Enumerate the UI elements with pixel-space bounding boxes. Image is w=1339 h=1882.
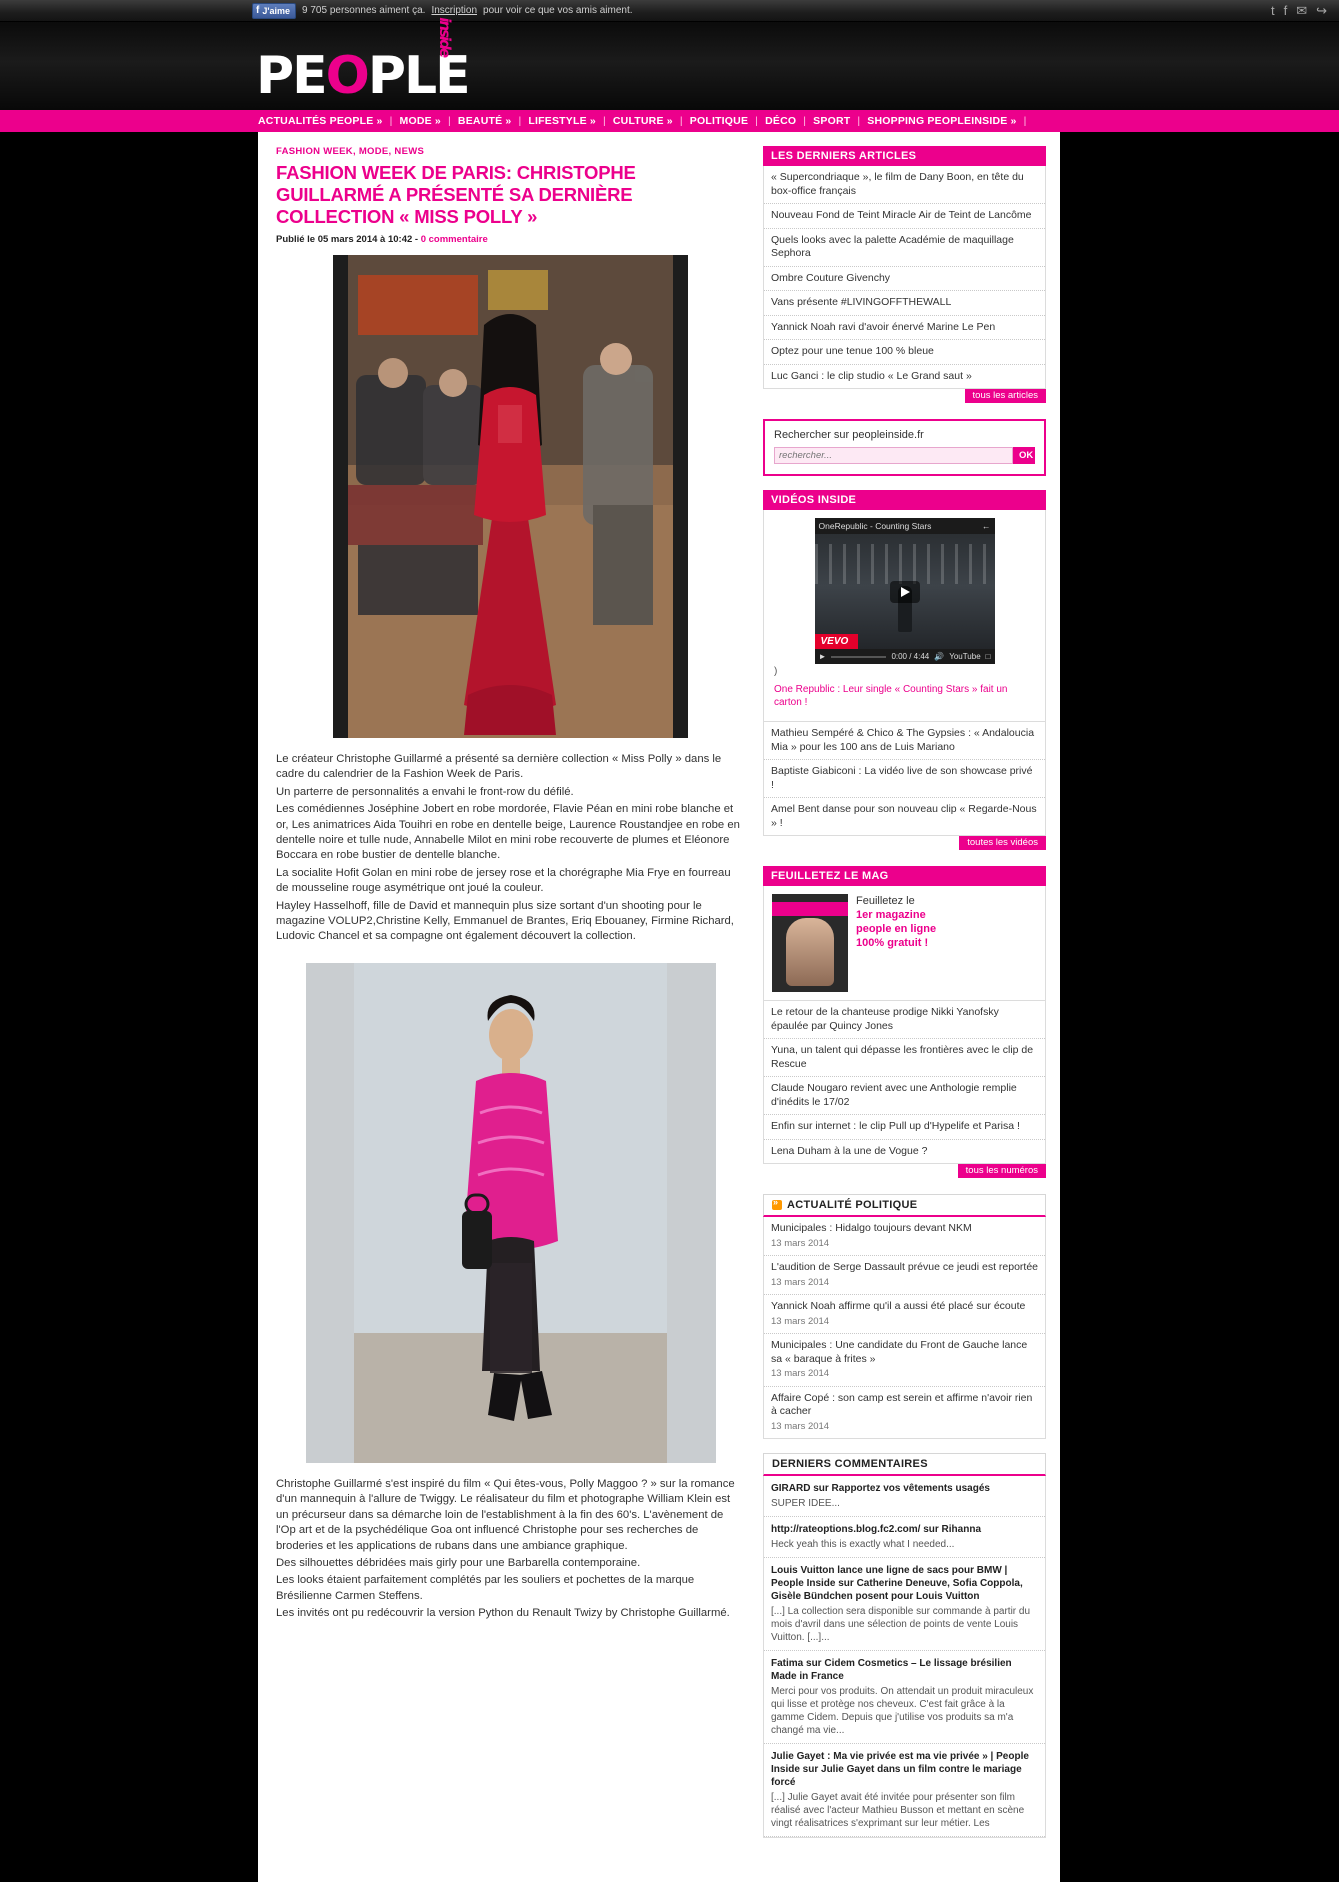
comment-text: Merci pour vos produits. On attendait un produit miraculeux qui lisse et protège nos cheveux. C'est fait grâce à la gamme Cidem. Depuis que j'utilise vos produits sa m'a changé ma vie...	[771, 1686, 1034, 1736]
list-item[interactable]: Optez pour une tenue 100 % bleue	[764, 340, 1045, 365]
list-item[interactable]: Luc Ganci : le clip studio « Le Grand saut »	[771, 369, 972, 382]
magazine-more-row	[763, 1164, 1046, 1180]
search-submit-button[interactable]: OK	[1013, 447, 1035, 464]
search-box	[763, 419, 1046, 476]
magazine-box	[763, 866, 1046, 1180]
comments-box	[763, 1453, 1046, 1838]
list-item[interactable]: Quels looks avec la palette Académie de maquillage Sephora	[764, 229, 1045, 267]
list-item[interactable]	[764, 1295, 1045, 1334]
nav-item-politique[interactable]: POLITIQUE	[689, 115, 749, 127]
comments-title: DERNIERS COMMENTAIRES	[763, 1453, 1046, 1476]
nav-item-shopping[interactable]: SHOPPING PEOPLEINSIDE »	[867, 115, 1017, 127]
list-item-date: 13 mars 2014	[771, 1368, 830, 1379]
magazine-title: FEUILLETEZ LE MAG	[763, 866, 1046, 886]
list-item-date: 13 mars 2014	[771, 1315, 830, 1327]
facebook-signup-link[interactable]: Inscription	[431, 5, 478, 16]
all-issues-button[interactable]: tous les numéros	[958, 1164, 1046, 1178]
fullscreen-icon[interactable]: □	[985, 652, 991, 661]
list-item[interactable]: Vans présente #LIVINGOFFTHEWALL	[764, 291, 1045, 316]
comment-text: Heck yeah this is exactly what I needed...	[771, 1539, 955, 1550]
magazine-cover-portrait	[786, 918, 834, 986]
all-articles-button[interactable]: tous les articles	[965, 389, 1046, 403]
politics-title: ACTUALITÉ POLITIQUE	[787, 1199, 918, 1211]
magazine-cover-band	[772, 902, 848, 916]
latest-articles-box	[763, 146, 1046, 405]
comment-text: [...] La collection sera disponible sur commande à partir du mois d'avril dans une sélection de points de vente Louis Vuitton. [...]...	[771, 1606, 1031, 1643]
article-column	[258, 132, 763, 1882]
share-icon[interactable]: ←	[982, 521, 991, 531]
politics-box	[763, 1194, 1046, 1439]
list-item[interactable]: Ombre Couture Givenchy	[764, 267, 1045, 292]
magazine-pitch-line-3: people en ligne	[856, 923, 937, 935]
article-photo-1	[348, 255, 673, 738]
list-item[interactable]: Le retour de la chanteuse prodige Nikki Yanofsky épaulée par Quincy Jones	[764, 1001, 1045, 1039]
video-title: OneRepublic - Counting Stars	[818, 521, 932, 531]
publish-date: Publié le 05 mars 2014 à 10:42 -	[276, 234, 419, 245]
latest-articles-title: LES DERNIERS ARTICLES	[763, 146, 1046, 166]
list-item[interactable]	[764, 1387, 1045, 1439]
comments-list	[763, 1476, 1046, 1838]
article-byline	[276, 234, 745, 245]
magazine-pitch	[856, 894, 936, 992]
article-body-top	[276, 752, 745, 945]
rss-icon[interactable]: ↪	[1316, 2, 1327, 18]
facebook-like-button[interactable]	[252, 3, 296, 19]
list-item[interactable]: Amel Bent danse pour son nouveau clip « Regarde-Nous » !	[771, 803, 1037, 829]
content-wrapper	[258, 132, 1060, 1882]
magazine-promo[interactable]	[763, 886, 1046, 1001]
nav-item-deco[interactable]: DÉCO	[765, 115, 797, 127]
youtube-logo: YouTube	[949, 652, 981, 661]
comment-text: [...] Julie Gayet avait été invitée pour présenter son film réalisé avec l'acteur Mathieu Busson et mettant en scène vingt réalisatrices s'exprimant sur leur métier. Les	[771, 1792, 1025, 1829]
video-controls[interactable]	[815, 649, 995, 664]
rss-icon	[772, 1200, 782, 1210]
nav-item-beaute[interactable]: BEAUTÉ »	[457, 115, 512, 127]
list-item[interactable]: Yuna, un talent qui dépasse les frontières avec le clip de Rescue	[764, 1039, 1045, 1077]
list-item[interactable]: Baptiste Giabiconi : La vidéo live de son showcase privé !	[764, 760, 1045, 798]
list-item[interactable]: Lena Duham à la une de Vogue ?	[771, 1144, 928, 1157]
comment-head: Julie Gayet : Ma vie privée est ma vie privée » | People Inside sur Julie Gayet dans un film contre le mariage forcé	[771, 1751, 1029, 1788]
list-item[interactable]: Mathieu Sempéré & Chico & The Gypsies : « Andaloucia Mia » pour les 100 ans de Luis Mariano	[764, 722, 1045, 760]
youtube-player-header	[815, 518, 995, 534]
video-caption[interactable]: One Republic : Leur single « Counting Stars » fait un carton !	[774, 684, 1008, 708]
article-paragraph: Un parterre de personnalités a envahi le front-row du défilé.	[276, 785, 574, 798]
site-logo[interactable]	[256, 17, 469, 106]
nav-item-lifestyle[interactable]: LIFESTYLE »	[528, 115, 596, 127]
site-header	[0, 17, 1339, 110]
article-paragraph: Hayley Hasselhoff, fille de David et mannequin plus size sortant d'un shooting pour le magazine VOLUP2,Christine Kelly, Emmanuel de Brantes, Eriq Ebouaney, Firmine Richard, Ludovic Chancel et sa compagne ont également découvert la collection.	[276, 899, 734, 943]
comment-head: GIRARD sur Rapportez vos vêtements usagés	[771, 1483, 990, 1494]
article-paragraph: Les comédiennes Joséphine Jobert en robe mordorée, Flavie Péan en mini robe blanche et or, Les animatrices Aida Touihri en robe en dentelle beige, Laurence Roustandjee en robe en dentelle noire et tulle nude, Annabelle Milot en mini robe recouverte de plumes et Eléonore Boccara en robe bustier de dentelle blanche.	[276, 803, 740, 862]
all-videos-button[interactable]: toutes les vidéos	[959, 836, 1046, 850]
list-item[interactable]	[764, 1217, 1045, 1256]
list-item[interactable]: Claude Nougaro revient avec une Anthologie remplie d'inédits le 17/02	[764, 1077, 1045, 1115]
comment-head: http://rateoptions.blog.fc2.com/ sur Rihanna	[771, 1524, 982, 1535]
article-photo-2	[354, 963, 667, 1463]
list-item-text: Municipales : Hidalgo toujours devant NKM	[771, 1222, 972, 1234]
comment-text: SUPER IDEE...	[771, 1498, 840, 1509]
video-time: 0:00 / 4:44	[891, 652, 930, 661]
politics-header	[763, 1194, 1046, 1217]
list-item[interactable]	[764, 1558, 1045, 1651]
youtube-player[interactable]	[815, 518, 995, 664]
magazine-pitch-line-1: Feuilletez le	[856, 895, 915, 907]
logo-part-1: PE	[256, 46, 326, 106]
article-paragraph: La socialite Hofit Golan en mini robe de jersey rose et la chorégraphe Mia Frye en fourreau de mousseline rouge asymétrique ont joué la couleur.	[276, 866, 731, 895]
list-item[interactable]: Nouveau Fond de Teint Miracle Air de Teint de Lancôme	[764, 204, 1045, 229]
magazine-list	[763, 1001, 1046, 1164]
article-photo-2-frame	[306, 963, 716, 1463]
magazine-cover-image[interactable]	[772, 894, 848, 992]
nav-item-actualites[interactable]: ACTUALITÉS PEOPLE »	[258, 115, 383, 127]
article-paragraph: Des silhouettes débridées mais girly pour une Barbarella contemporaine.	[276, 1556, 641, 1569]
list-item[interactable]	[764, 1476, 1045, 1517]
latest-articles-list	[763, 166, 1046, 389]
play-button-icon[interactable]: ►	[818, 652, 827, 661]
article-paragraph: Christophe Guillarmé s'est inspiré du film « Qui êtes-vous, Polly Maggoo ? » sur la romance d'un mannequin à l'allure de Twiggy. Le réalisateur du film et photographe William Klein est un précurseur dans sa démarche loin de l'establishment à la fin des 60's. L'avènement de l'Op art et de la psychédélique Goa ont influencé Christophe pour ses recherches de broderies et les applications de rubans dans une ambiance graphique.	[276, 1477, 735, 1552]
article-paragraph: Les invités ont pu redécouvrir la version Python du Renault Twizy by Christophe Guillarmé.	[276, 1607, 730, 1620]
politics-list	[763, 1217, 1046, 1439]
nav-item-culture[interactable]: CULTURE »	[612, 115, 673, 127]
play-icon[interactable]	[890, 581, 920, 603]
magazine-pitch-line-4: 100% gratuit !	[856, 937, 929, 949]
twitter-icon[interactable]: t	[1270, 2, 1275, 18]
list-item[interactable]	[764, 1651, 1045, 1744]
video-stage[interactable]	[815, 534, 995, 649]
list-item[interactable]	[764, 1256, 1045, 1295]
videos-box	[763, 490, 1046, 852]
videos-more-row	[763, 836, 1046, 852]
list-item[interactable]	[764, 1334, 1045, 1387]
article-photo-1-frame	[333, 255, 688, 738]
nav-item-sport[interactable]: SPORT	[813, 115, 851, 127]
vevo-logo: VEVO	[815, 634, 859, 649]
logo-part-2: PLE	[367, 46, 469, 106]
facebook-f-icon: f	[256, 4, 260, 16]
list-item-text: Municipales : Une candidate du Front de Gauche lance sa « baraque à frites »	[771, 1339, 1028, 1365]
article-paragraph: Les looks étaient parfaitement complétés par les souliers et pochettes de la marque Brésilienne Carmen Steffens.	[276, 1574, 695, 1602]
volume-icon[interactable]: 🔊	[934, 652, 945, 661]
article-paragraph: Le créateur Christophe Guillarmé a présenté sa dernière collection « Miss Polly » dans le cadre du calendrier de la Fashion Week de Paris.	[276, 753, 722, 781]
facebook-like-label: J'aime	[262, 5, 291, 16]
comment-head: Louis Vuitton lance une ligne de sacs pour BMW | People Inside sur Catherine Deneuve, Sofia Coppola, Gisèle Bündchen posent pour Louis Vuitton	[771, 1565, 1023, 1602]
latest-articles-more-row	[763, 389, 1046, 405]
list-item-date: 13 mars 2014	[771, 1420, 830, 1432]
videos-list	[763, 722, 1046, 836]
video-shell	[763, 510, 1046, 722]
search-input[interactable]	[774, 447, 1013, 464]
list-item[interactable]: Yannick Noah ravi d'avoir énervé Marine Le Pen	[764, 316, 1045, 341]
list-item-text: L'audition de Serge Dassault prévue ce jeudi est reportée	[771, 1261, 1039, 1273]
list-item-date: 13 mars 2014	[771, 1237, 830, 1249]
comments-link[interactable]: 0 commentaire	[420, 234, 488, 245]
logo-subtitle: inside	[435, 17, 454, 56]
list-item[interactable]	[764, 1744, 1045, 1837]
list-item-text: Affaire Copé : son camp est serein et affirme n'avoir rien à cacher	[771, 1391, 1033, 1417]
sidebar	[763, 132, 1060, 1882]
search-label: Rechercher sur peopleinside.fr	[774, 429, 924, 441]
article-body-bottom	[276, 1477, 745, 1622]
comment-head: Fatima sur Cidem Cosmetics – Le lissage brésilien Made in France	[771, 1658, 1012, 1682]
facebook-signup-rest: pour voir ce que vos amis aiment.	[483, 5, 633, 16]
list-item[interactable]: Enfin sur internet : le clip Pull up d'Hypelife et Parisa !	[764, 1115, 1045, 1140]
site-logo-text	[256, 17, 469, 106]
page-title: FASHION WEEK DE PARIS: CHRISTOPHE GUILLARMÉ A PRÉSENTÉ SA DERNIÈRE COLLECTION « MISS POLLY »	[276, 162, 636, 227]
list-item[interactable]: « Supercondriaque », le film de Dany Boon, en tête du box-office français	[764, 166, 1045, 204]
list-item-date: 13 mars 2014	[771, 1276, 830, 1288]
list-item-text: Yannick Noah affirme qu'il a aussi été placé sur écoute	[771, 1300, 1026, 1312]
logo-o: O	[325, 46, 368, 106]
video-stray-text: )	[774, 666, 778, 677]
mail-icon[interactable]: ✉	[1296, 2, 1308, 18]
social-links	[1271, 3, 1327, 19]
facebook-like-group	[252, 3, 633, 19]
nav-item-mode[interactable]: MODE »	[399, 115, 441, 127]
facebook-like-count: 9 705 personnes aiment ça.	[302, 5, 426, 16]
main-navigation[interactable]: ACTUALITÉS PEOPLE » | MODE » | BEAUTÉ » | LIFESTYLE » | CULTURE » | POLITIQUE | DÉCO | SPORT | SHOPPING PEOPLEINSIDE » |	[0, 110, 1339, 132]
video-lights-decor	[815, 544, 995, 584]
article-categories: FASHION WEEK, MODE, NEWS	[276, 146, 425, 157]
magazine-pitch-line-2: 1er magazine	[856, 909, 926, 921]
facebook-topbar	[0, 0, 1339, 22]
video-progress-bar[interactable]	[831, 656, 886, 658]
search-row	[774, 447, 1035, 464]
videos-title: VIDÉOS INSIDE	[763, 490, 1046, 510]
list-item[interactable]	[764, 1517, 1045, 1558]
facebook-icon[interactable]: f	[1283, 2, 1288, 18]
